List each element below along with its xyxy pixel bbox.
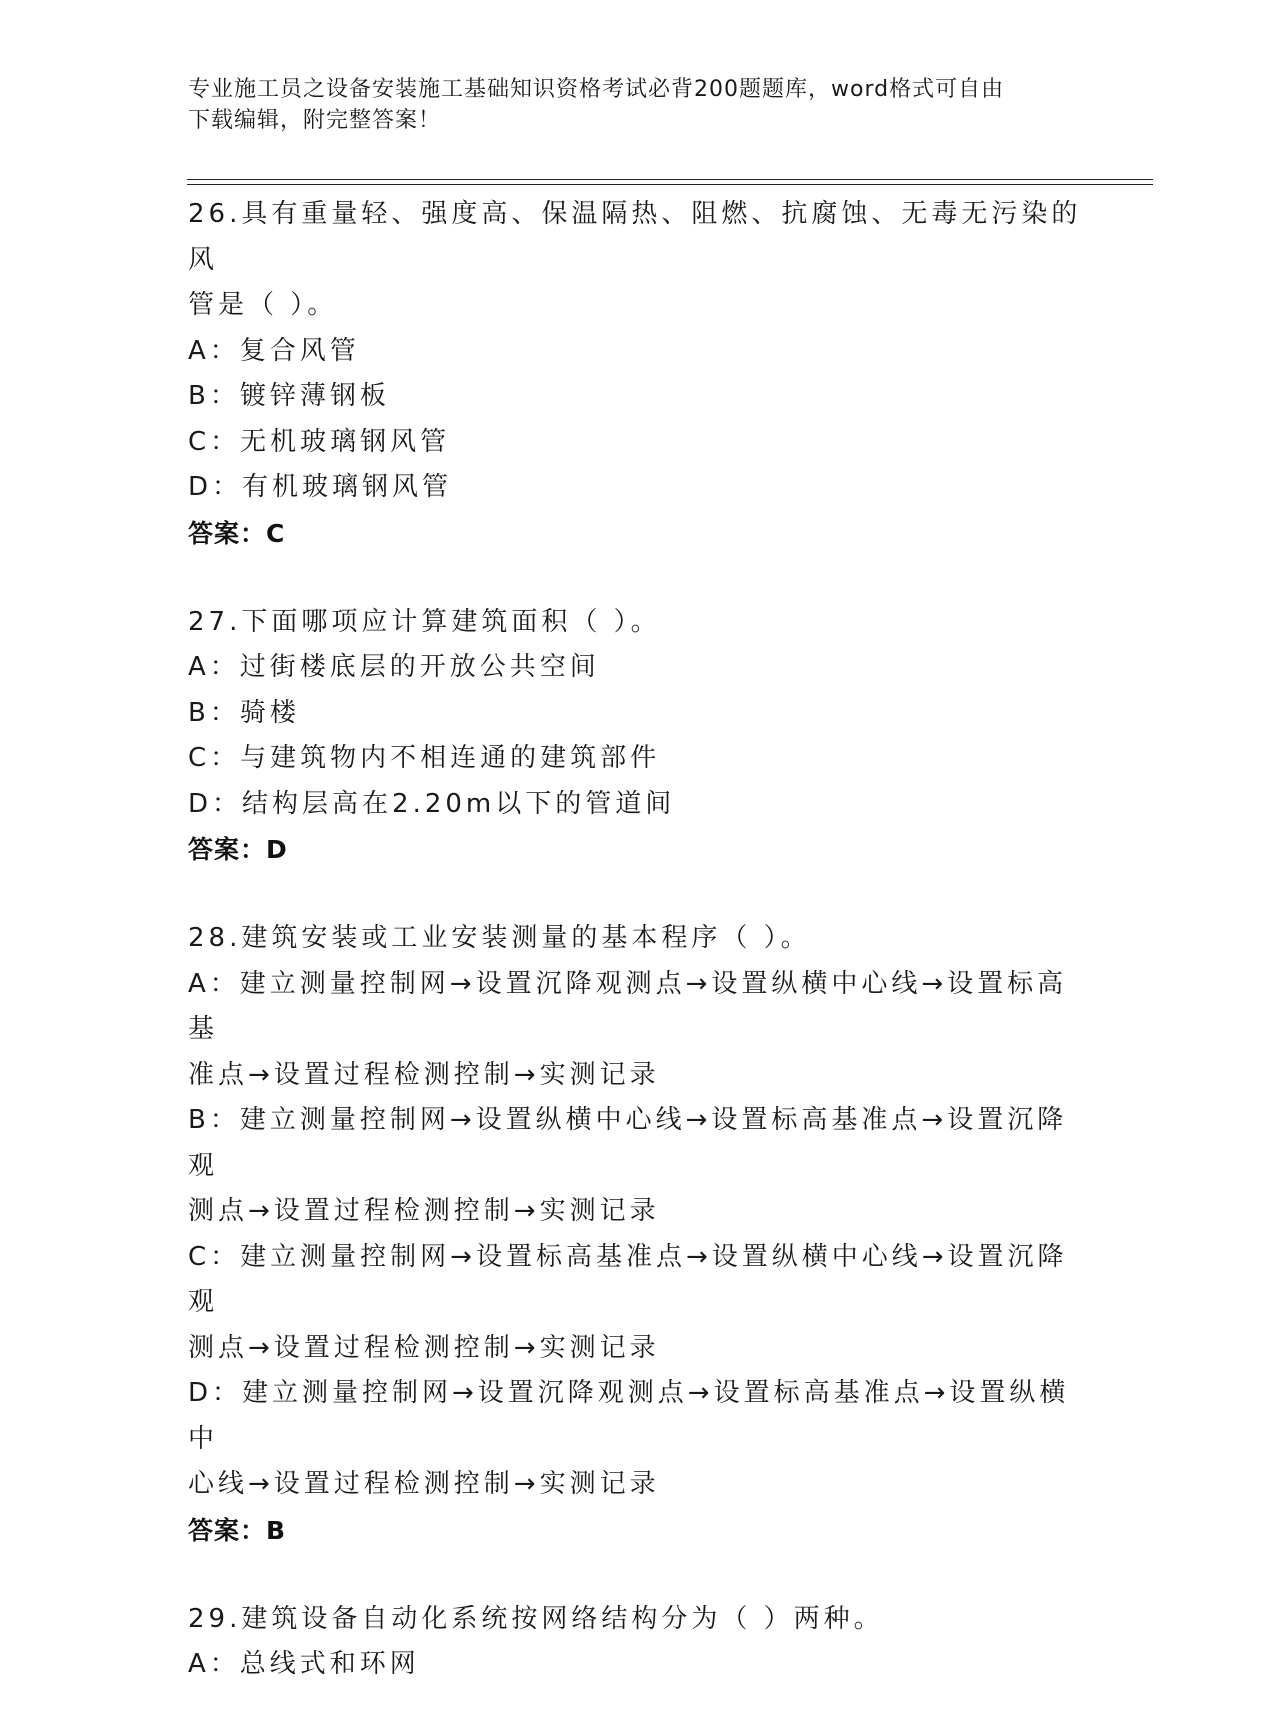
answer-option-line: C：与建筑物内不相连通的建筑部件 xyxy=(188,743,661,773)
document-header xyxy=(188,74,1068,136)
answer-option-line: D：建立测量控制网→设置沉降观测点→设置标高基准点→设置纵横中 xyxy=(188,1378,1070,1454)
correct-answer: 答案：B xyxy=(188,1515,287,1545)
question-stem-line: 27.下面哪项应计算建筑面积（ ）。 xyxy=(188,606,661,637)
question-stem-line: 管是（ ）。 xyxy=(188,290,338,320)
answer-option-line: A：复合风管 xyxy=(188,335,360,366)
header-divider-top xyxy=(187,179,1153,180)
answer-option-line: C：无机玻璃钢风管 xyxy=(188,426,451,457)
answer-option-line: A：建立测量控制网→设置沉降观测点→设置纵横中心线→设置标高基 xyxy=(188,968,1068,1044)
answer-option-line: B：骑楼 xyxy=(188,697,300,728)
answer-option-line: D：有机玻璃钢风管 xyxy=(188,472,453,502)
answer-option-line: A：过街楼底层的开放公共空间 xyxy=(188,652,600,682)
question-block xyxy=(188,1597,1088,1688)
header-line-2: 下载编辑，附完整答案！ xyxy=(188,108,442,133)
answer-option-line: B：镀锌薄钢板 xyxy=(188,381,390,411)
question-stem-line: 26.具有重量轻、强度高、保温隔热、阻燃、抗腐蚀、无毒无污染的风 xyxy=(188,199,1082,275)
answer-option-line: C：建立测量控制网→设置标高基准点→设置纵横中心线→设置沉降观 xyxy=(188,1241,1068,1317)
question-block xyxy=(188,192,1088,556)
answer-option-line: 测点→设置过程检测控制→实测记录 xyxy=(188,1332,660,1363)
question-block xyxy=(188,600,1088,873)
question-list xyxy=(188,192,1088,1732)
answer-option-line: A：总线式和环网 xyxy=(188,1649,420,1679)
header-line-1: 专业施工员之设备安装施工基础知识资格考试必背200题题库，word格式可自由 xyxy=(188,77,1005,102)
question-block xyxy=(188,916,1088,1553)
correct-answer: 答案：D xyxy=(188,835,288,864)
answer-option-line: 准点→设置过程检测控制→实测记录 xyxy=(188,1059,660,1090)
header-divider-bottom xyxy=(187,184,1153,185)
answer-option-line: 测点→设置过程检测控制→实测记录 xyxy=(188,1196,660,1226)
correct-answer: 答案：C xyxy=(188,518,286,548)
answer-option-line: 心线→设置过程检测控制→实测记录 xyxy=(188,1469,660,1499)
question-stem-line: 29.建筑设备自动化系统按网络结构分为（ ）两种。 xyxy=(188,1603,884,1634)
answer-option-line: D：结构层高在2.20m以下的管道间 xyxy=(188,788,676,819)
answer-option-line: B：建立测量控制网→设置纵横中心线→设置标高基准点→设置沉降观 xyxy=(188,1105,1068,1181)
question-stem-line: 28.建筑安装或工业安装测量的基本程序（ ）。 xyxy=(188,923,811,953)
